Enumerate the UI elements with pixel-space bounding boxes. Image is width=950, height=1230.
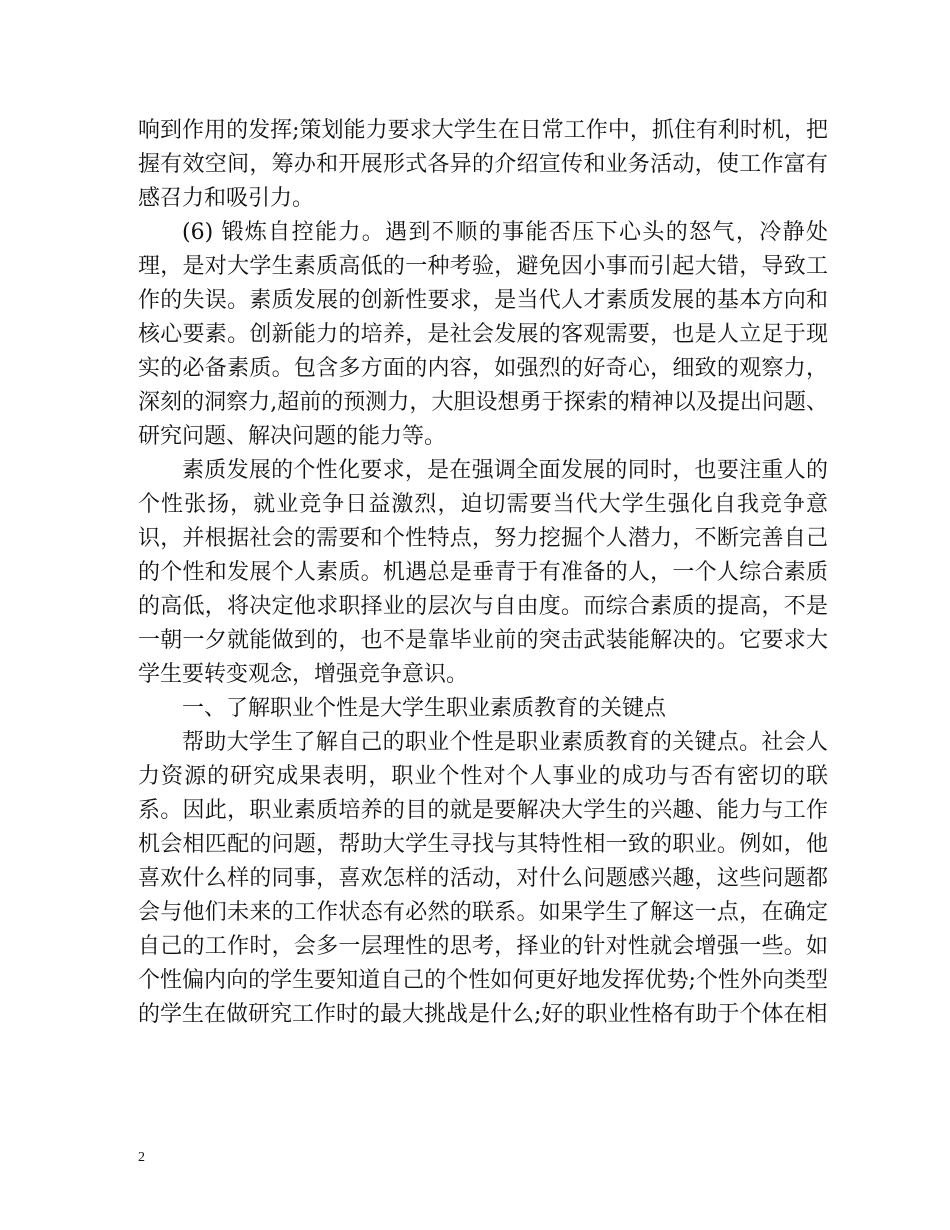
section-heading: 一、了解职业个性是大学生职业素质教育的关键点 [182,696,667,721]
body-text [138,114,828,1032]
paragraph-career-personality: 帮助大学生了解自己的职业个性是职业素质教育的关键点。社会人力资源的研究成果表明，职业个性对个人事业的成功与否有密切的联系。因此，职业素质培养的目的就是要解决大学生的兴趣、能力与工作机会相匹配的问题，帮助大学生寻找与其特性相一致的职业。例如，他喜欢什么样的同事，喜欢怎样的活动，对什么问题感兴趣，这些问题都会与他们未来的工作状态有必然的联系。如果学生了解这一点，在确定自己的工作时，会多一层理性的思考，择业的针对性就会增强一些。如个性偏内向的学生要知道自己的个性如何更好地发挥优势;个性外向类型的学生在做研究工作时的最大挑战是什么;好的职业性格有助于个体在相 [138,730,828,1027]
paragraph-continuation: 响到作用的发挥;策划能力要求大学生在日常工作中，抓住有利时机，把握有效空间，筹办和开展形式各异的介绍宣传和业务活动，使工作富有感召力和吸引力。 [138,118,828,211]
page-number: 2 [138,1150,145,1165]
paragraph-self-control: (6) 锻炼自控能力。遇到不顺的事能否压下心头的怒气，冷静处理，是对大学生素质高低的一种考验，避免因小事而引起大错，导致工作的失误。素质发展的创新性要求，是当代人才素质发展的基本方向和核心要素。创新能力的培养，是社会发展的客观需要，也是人立足于现实的必备素质。包含多方面的内容，如强烈的好奇心，细致的观察力，深刻的洞察力,超前的预测力，大胆设想勇于探索的精神以及提出问题、研究问题、解决问题的能力等。 [138,220,828,449]
paragraph-individuality: 素质发展的个性化要求，是在强调全面发展的同时，也要注重人的个性张扬，就业竞争日益激烈，迫切需要当代大学生强化自我竞争意识，并根据社会的需要和个性特点，努力挖掘个人潜力，不断完善自己的个性和发展个人素质。机遇总是垂青于有准备的人，一个人综合素质的高低，将决定他求职择业的层次与自由度。而综合素质的提高，不是一朝一夕就能做到的，也不是靠毕业前的突击武装能解决的。它要求大学生要转变观念，增强竞争意识。 [138,458,828,687]
